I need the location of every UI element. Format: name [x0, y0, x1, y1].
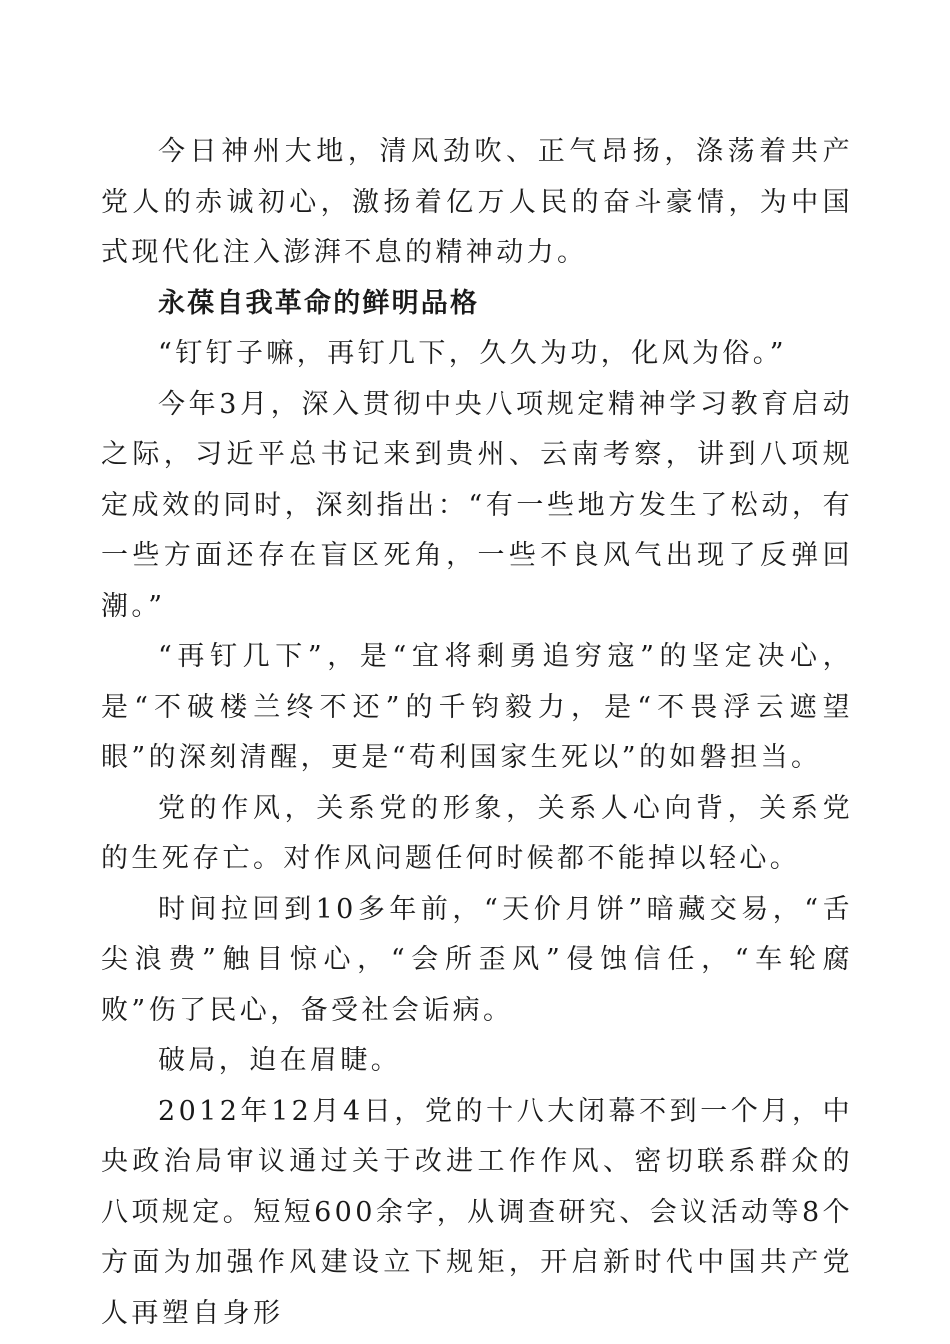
- paragraph-intro: 今日神州大地，清风劲吹、正气昂扬，涤荡着共产党人的赤诚初心，激扬着亿万人民的奋斗豪情，为中国式现代化注入澎湃不息的精神动力。: [101, 136, 853, 268]
- paragraph-eight-rules: 2012年12月4日，党的十八大闭幕不到一个月，中央政治局审议通过关于改进工作作风、密切联系群众的八项规定。短短600余字，从调查研究、会议活动等8个方面为加强作风建设立下规矩，开启新时代中国共产党人再塑自身形: [101, 1095, 853, 1329]
- paragraph-quote: “钉钉子嘛，再钉几下，久久为功，化风为俗。”: [158, 338, 787, 369]
- document-body: [101, 127, 853, 1339]
- paragraph-breakthrough: 破局，迫在眉睫。: [158, 1045, 402, 1076]
- paragraph-march-inspection: 今年3月，深入贯彻中央八项规定精神学习教育启动之际，习近平总书记来到贵州、云南考察，讲到八项规定成效的同时，深刻指出：“有一些地方发生了松动，有一些方面还存在盲区死角，一些不良风气出现了反弹回潮。”: [101, 388, 853, 622]
- section-heading: 永葆自我革命的鲜明品格: [158, 287, 480, 319]
- paragraph-ten-years-ago: 时间拉回到10多年前，“天价月饼”暗藏交易，“舌尖浪费”触目惊心，“会所歪风”侵蚀信任，“车轮腐败”伤了民心，备受社会诟病。: [101, 893, 853, 1026]
- paragraph-party-style: 党的作风，关系党的形象，关系人心向背，关系党的生死存亡。对作风问题任何时候都不能掉以轻心。: [101, 792, 853, 874]
- paragraph-hammer-again: “再钉几下”，是“宜将剩勇追穷寇”的坚定决心，是“不破楼兰终不还”的千钧毅力，是“不畏浮云遮望眼”的深刻清醒，更是“苟利国家生死以”的如磐担当。: [101, 641, 853, 773]
